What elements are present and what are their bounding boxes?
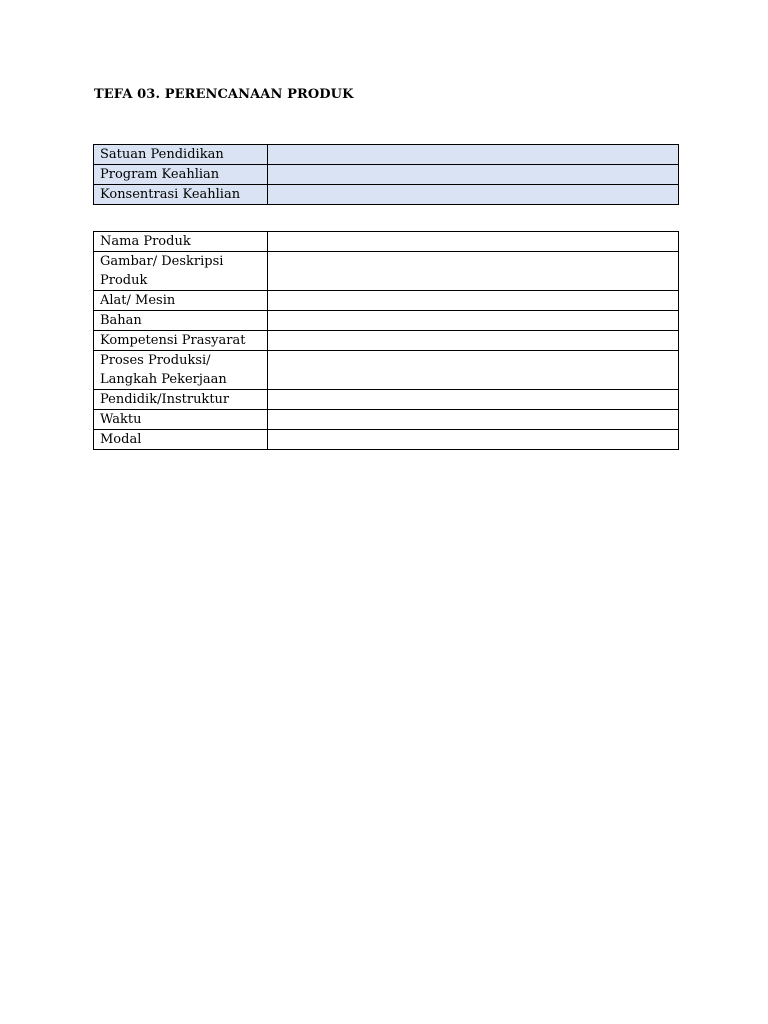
row-label: Alat/ Mesin: [94, 291, 268, 311]
product-planning-table: [93, 231, 679, 450]
table-row: [94, 185, 679, 205]
row-value-field[interactable]: [268, 291, 679, 311]
row-value-field[interactable]: [268, 331, 679, 351]
row-value-field[interactable]: [268, 410, 679, 430]
table-row: [94, 145, 679, 165]
row-label: Kompetensi Prasyarat: [94, 331, 268, 351]
table-row: [94, 390, 679, 410]
row-value-field[interactable]: [268, 185, 679, 205]
row-value-field[interactable]: [268, 430, 679, 450]
row-value-field[interactable]: [268, 311, 679, 331]
table-row: [94, 311, 679, 331]
row-value-field[interactable]: [268, 390, 679, 410]
table-row: [94, 291, 679, 311]
row-label: Pendidik/Instruktur: [94, 390, 268, 410]
row-value-field[interactable]: [268, 252, 679, 291]
school-info-table: [93, 144, 679, 205]
row-label: Gambar/ Deskripsi Produk: [94, 252, 268, 291]
row-label: Nama Produk: [94, 232, 268, 252]
row-label: Satuan Pendidikan: [94, 145, 268, 165]
table-row: [94, 331, 679, 351]
row-label: Modal: [94, 430, 268, 450]
page-title: TEFA 03. PERENCANAAN PRODUK: [94, 87, 354, 102]
row-value-field[interactable]: [268, 232, 679, 252]
table-row: [94, 430, 679, 450]
row-value-field[interactable]: [268, 145, 679, 165]
table-row: [94, 165, 679, 185]
table-row: [94, 410, 679, 430]
table-row: [94, 351, 679, 390]
table-row: [94, 252, 679, 291]
row-label: Proses Produksi/ Langkah Pekerjaan: [94, 351, 268, 390]
row-label: Waktu: [94, 410, 268, 430]
row-label: Program Keahlian: [94, 165, 268, 185]
row-value-field[interactable]: [268, 351, 679, 390]
table-row: [94, 232, 679, 252]
row-value-field[interactable]: [268, 165, 679, 185]
row-label: Konsentrasi Keahlian: [94, 185, 268, 205]
row-label: Bahan: [94, 311, 268, 331]
